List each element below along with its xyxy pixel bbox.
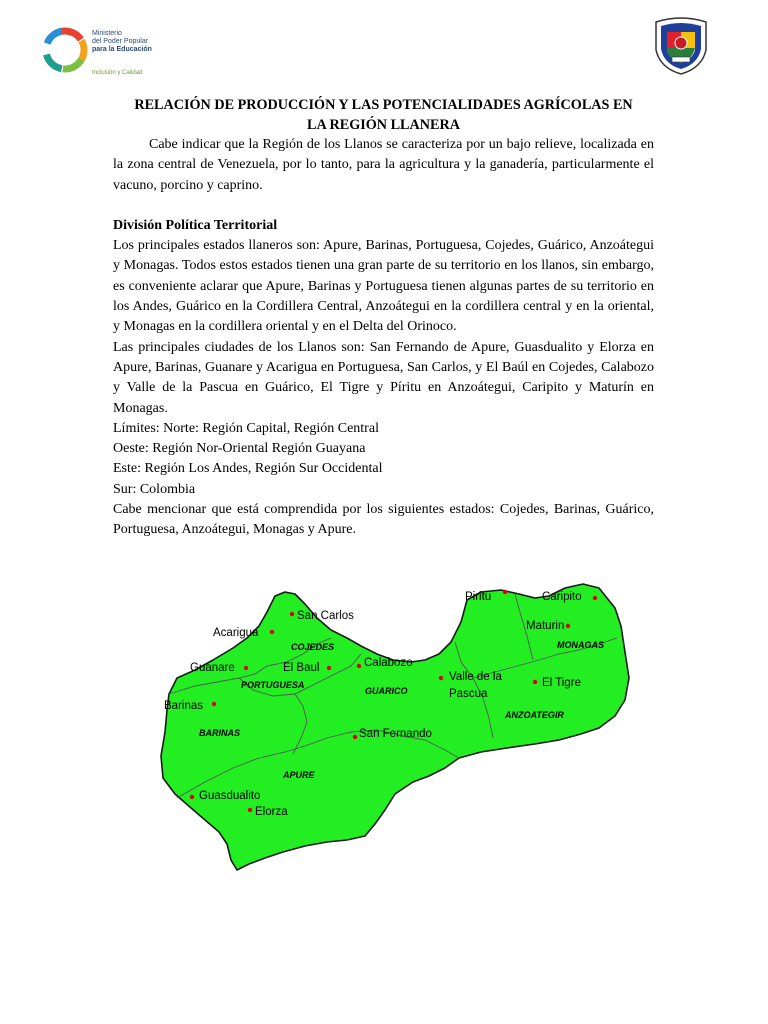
city-label-valle-line-2: Pascua	[449, 688, 488, 700]
marker-caripito	[593, 596, 597, 600]
city-label-calabozo: Calabozo	[364, 657, 413, 669]
city-label-san-fernando: San Fernando	[359, 728, 432, 740]
marker-guasdualito	[190, 795, 194, 799]
school-emblem-icon	[652, 16, 710, 76]
city-label-el-baul: El Baul	[283, 662, 320, 674]
state-label-guarico: GUARICO	[365, 686, 408, 696]
limits-south: Sur: Colombia	[113, 481, 196, 497]
marker-valle-de-la-pascua	[439, 676, 443, 680]
city-label-san-carlos: San Carlos	[297, 610, 354, 622]
city-label-el-tigre: El Tigre	[542, 677, 581, 689]
state-label-barinas: BARINAS	[199, 728, 241, 738]
ministry-line-1: Ministerio	[92, 30, 122, 37]
state-label-anzoategui: ANZOATEGIR	[505, 710, 564, 720]
intro-paragraph: Cabe indicar que la Región de los Llanos se caracteriza por un bajo relieve, localizada en la zona central de Venezuela, por lo tanto, para la agricultura y la ganadería, particularmente el vacuno, porcino y caprino.	[113, 137, 654, 193]
limits-east: Este: Región Los Andes, Región Sur Occidental	[113, 461, 383, 477]
document-body	[113, 95, 654, 541]
marker-san-carlos	[290, 612, 294, 616]
state-label-apure: APURE	[283, 770, 315, 780]
city-label-guanare: Guanare	[190, 662, 235, 674]
marker-el-tigre	[533, 680, 537, 684]
city-label-maturin: Maturin	[526, 620, 565, 632]
marker-barinas	[212, 702, 216, 706]
city-label-valle-line-1: Valle de la	[449, 671, 502, 683]
document-title	[113, 95, 654, 135]
states-paragraph: Los principales estados llaneros son: Apure, Barinas, Portuguesa, Cojedes, Guárico, Anzoátegui y Monagas. Todos estos estados tienen una gran parte de su territorio en los llanos, sin embargo, es conveniente aclarar que Apure, Barinas y Portuguesa tienen algunas partes de su territorio en los Andes, Guárico en la Cordillera Central, Anzoátegui en la cordillera central y en la oriental, y Monagas en la cordillera oriental y en el Delta del Orinoco.	[113, 238, 654, 335]
city-label-elorza: Elorza	[255, 806, 288, 818]
marker-elorza	[248, 808, 252, 812]
state-label-portuguesa: PORTUGUESA	[241, 680, 305, 690]
marker-guanare	[244, 666, 248, 670]
closing-paragraph: Cabe mencionar que está comprendida por los siguientes estados: Cojedes, Barinas, Guárico, Portuguesa, Anzoátegui, Monagas y Apure.	[113, 502, 654, 538]
ministry-tagline: Inclusión y Calidad	[92, 70, 143, 76]
city-label-guasdualito: Guasdualito	[199, 790, 261, 802]
limits-north: Límites: Norte: Región Capital, Región Central	[113, 420, 379, 436]
marker-maturin	[566, 624, 570, 628]
marker-acarigua	[270, 630, 274, 634]
cities-paragraph: Las principales ciudades de los Llanos son: San Fernando de Apure, Guasdualito y Elorza en Apure, Barinas, Guanare y Acarigua en Portuguesa, San Carlos, y El Baúl en Cojedes, Calabozo y Valle de la Pascua en Guárico, El Tigre y Píritu en Anzoátegui, Caripito y Maturín en Monagas.	[113, 339, 654, 416]
marker-san-fernando	[353, 735, 357, 739]
marker-piritu	[503, 590, 507, 594]
marker-el-baul	[327, 666, 331, 670]
ministry-line-2: del Poder Popular	[92, 38, 149, 45]
title-line-1: RELACIÓN DE PRODUCCIÓN Y LAS POTENCIALIDADES AGRÍCOLAS EN	[134, 97, 633, 113]
city-label-caripito: Caripito	[542, 591, 582, 603]
ministry-ring-icon	[40, 24, 92, 76]
city-label-piritu: Piritu	[465, 591, 492, 603]
section-heading: División Política Territorial	[113, 217, 278, 233]
limits-west: Oeste: Región Nor-Oriental Región Guayana	[113, 441, 366, 457]
state-label-monagas: MONAGAS	[557, 640, 604, 650]
ministry-logo	[40, 24, 190, 84]
llanos-region-map	[155, 582, 635, 874]
city-label-acarigua: Acarigua	[213, 627, 259, 639]
title-line-2: LA REGIÓN LLANERA	[307, 117, 460, 133]
city-label-barinas: Barinas	[164, 700, 203, 712]
marker-calabozo	[357, 664, 361, 668]
ministry-name	[92, 30, 192, 54]
state-label-cojedes: COJEDES	[291, 642, 335, 652]
ministry-line-3: para la Educación	[92, 46, 152, 53]
